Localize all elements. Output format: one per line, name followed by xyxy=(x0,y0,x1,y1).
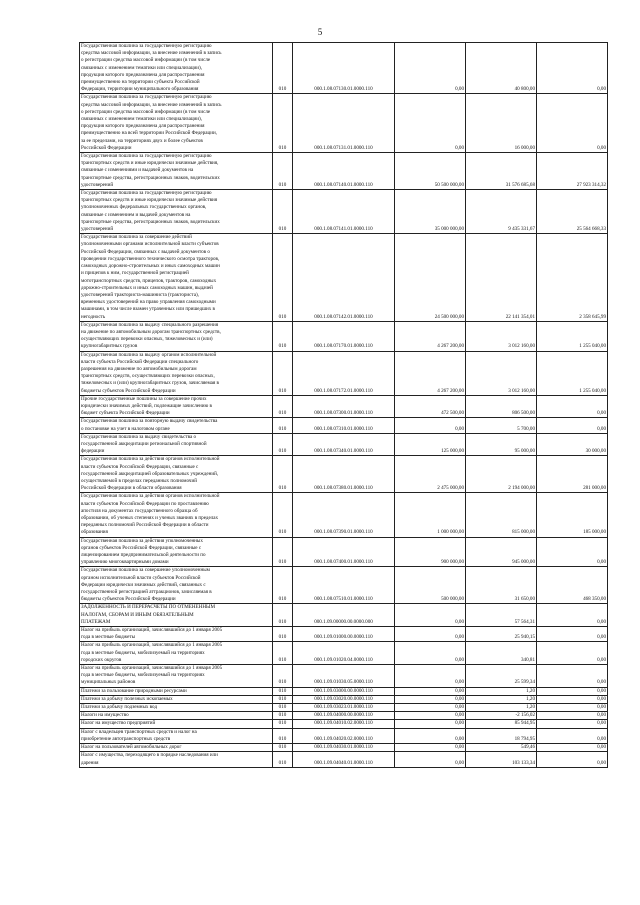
row-name-cell: Государственная пошлина за совершение уполномоченным органом исполнительной власти субъектов Российской Федерации юридически значимых действий, связанных с государственной регистрацией аттракционов, зачисляемая в бюджеты субъектов Российской Федерации xyxy=(80,567,273,604)
row-name-cell: Государственная пошлина за повторную выдачу свидетельства о постановке на учет в налоговом органе xyxy=(80,418,273,433)
table-row xyxy=(80,321,608,351)
row-kbk-cell: 000.1.09.03000.00.0000.110 xyxy=(293,687,395,695)
row-name-cell: Государственная пошлина за государственную регистрацию транспортных средств и иные юридически значимые действия уполномоченных федеральных государственных органов, связанные с изменением и выдачей документов на транспортные средства, регистрационных знаков, водительских удостоверений xyxy=(80,190,273,234)
table-row xyxy=(80,418,608,433)
row-plan-cell: 0,00 xyxy=(395,704,466,712)
row-name-cell: Государственная пошлина за государственную регистрацию средства массовой информации, за внесение изменений в запись о регистрации средства массовой информации (в том числе связанных с изменением тематики или специализации), продукция которого предназначена для распространения преимущественно на территории субъекта Российской Федерации, территории муниципального образования xyxy=(80,43,273,94)
row-remaining-cell: 1 255 040,00 xyxy=(537,321,608,351)
table-section-row xyxy=(80,604,608,627)
table-row xyxy=(80,433,608,456)
row-code-cell: 010 xyxy=(273,704,293,712)
row-kbk-cell: 000.1.08.07340.01.0000.110 xyxy=(293,433,395,456)
row-remaining-cell: 0,00 xyxy=(537,642,608,665)
row-kbk-cell: 000.1.08.07142.01.0000.110 xyxy=(293,234,395,321)
row-code-cell: 010 xyxy=(273,153,293,190)
row-remaining-cell: 0,00 xyxy=(537,627,608,642)
row-code-cell: 010 xyxy=(273,190,293,234)
row-plan-cell: 1 000 000,00 xyxy=(395,493,466,537)
row-code-cell: 010 xyxy=(273,744,293,752)
row-kbk-cell: 000.1.09.04020.02.0000.110 xyxy=(293,728,395,743)
table-row xyxy=(80,704,608,712)
row-code-cell: 010 xyxy=(273,395,293,418)
budget-table xyxy=(79,42,608,768)
row-executed-cell: 1,20 xyxy=(466,695,537,703)
row-code-cell: 010 xyxy=(273,418,293,433)
row-plan-cell: 0,00 xyxy=(395,728,466,743)
row-plan-cell: 4 267 200,00 xyxy=(395,351,466,395)
row-code-cell: 010 xyxy=(273,604,293,627)
row-plan-cell: 4 267 200,00 xyxy=(395,321,466,351)
row-name-cell: Государственная пошлина за совершение действий уполномоченными органами исполнительной власти субъектов Российской Федерации, связанных с выдачей документов о проведении государственного технического осмотра тракторов, самоходных дорожно-строительных и иных самоходных машин и прицепов к ним, государственной регистрацией мототранспортных средств, прицепов, тракторов, самоходных дорожно-строительных и иных самоходных машин, выдачей удостоверений тракториста-машиниста (тракториста), временных удостоверений на право управления самоходными машинами, в том числе взамен утраченных или пришедших в негодность xyxy=(80,234,273,321)
row-code-cell: 010 xyxy=(273,433,293,456)
row-remaining-cell: 2 358 645,99 xyxy=(537,234,608,321)
row-kbk-cell: 000.1.08.07172.01.0000.110 xyxy=(293,351,395,395)
row-kbk-cell: 000.1.08.07380.01.0000.110 xyxy=(293,456,395,493)
row-code-cell: 010 xyxy=(273,493,293,537)
row-code-cell: 010 xyxy=(273,234,293,321)
row-kbk-cell: 000.1.09.03023.01.0000.110 xyxy=(293,704,395,712)
row-name-cell: Государственная пошлина за государственную регистрацию средства массовой информации, за внесение изменений в запись о регистрации средства массовой информации (в том числе связанных с изменением тематики или специализации), продукция которого предназначена для распространения преимущественно на всей территории Российской Федерации, за ее пределами, на территориях двух и более субъектов Российской Федерации xyxy=(80,94,273,153)
row-code-cell: 010 xyxy=(273,687,293,695)
row-plan-cell: 50 500 000,00 xyxy=(395,153,466,190)
row-executed-cell: 25 599,34 xyxy=(466,665,537,688)
row-plan-cell: 24 500 000,00 xyxy=(395,234,466,321)
row-name-cell: Платежи за добычу подземных вод xyxy=(80,704,273,712)
row-plan-cell: 0,00 xyxy=(395,695,466,703)
row-remaining-cell: 0,00 xyxy=(537,687,608,695)
row-remaining-cell: 0,00 xyxy=(537,537,608,567)
table-row xyxy=(80,234,608,321)
row-remaining-cell: 30 000,00 xyxy=(537,433,608,456)
row-executed-cell: 31 650,00 xyxy=(466,567,537,604)
table-row xyxy=(80,712,608,720)
row-kbk-cell: 000.1.08.07400.01.0000.110 xyxy=(293,537,395,567)
row-executed-cell: 1,20 xyxy=(466,687,537,695)
table-row xyxy=(80,190,608,234)
row-remaining-cell: 25 564 668,33 xyxy=(537,190,608,234)
row-remaining-cell: 0,00 xyxy=(537,728,608,743)
table-row xyxy=(80,567,608,604)
row-plan-cell: 0,00 xyxy=(395,752,466,767)
row-kbk-cell: 000.1.09.01000.00.0000.110 xyxy=(293,627,395,642)
table-row xyxy=(80,665,608,688)
page-number: 5 xyxy=(317,27,323,37)
row-plan-cell: 0,00 xyxy=(395,94,466,153)
row-executed-cell: 3 012 160,00 xyxy=(466,351,537,395)
row-name-cell: Государственная пошлина за действия органов исполнительной власти субъектов Российской Федерации, связанные с государственной аккредитацией образовательных учреждений, осуществляемой в пределах переданных полномочий Российской Федерации в области образования xyxy=(80,456,273,493)
row-kbk-cell: 000.1.08.07310.01.0000.110 xyxy=(293,418,395,433)
table-row xyxy=(80,687,608,695)
row-executed-cell: 22 141 354,01 xyxy=(466,234,537,321)
row-executed-cell: 2 194 000,00 xyxy=(466,456,537,493)
row-executed-cell: 815 000,00 xyxy=(466,493,537,537)
row-name-cell: Налог с имущества, переходящего в порядке наследования или дарения xyxy=(80,752,273,767)
row-kbk-cell: 000.1.08.07131.01.0000.110 xyxy=(293,94,395,153)
row-remaining-cell: 27 923 314,32 xyxy=(537,153,608,190)
row-name-cell: Платежи за добычу полезных ископаемых xyxy=(80,695,273,703)
table-row xyxy=(80,395,608,418)
row-executed-cell: 1,20 xyxy=(466,704,537,712)
row-executed-cell: 16 000,00 xyxy=(466,94,537,153)
row-executed-cell: 549,46 xyxy=(466,744,537,752)
row-remaining-cell: 0,00 xyxy=(537,704,608,712)
row-executed-cell: 103 133,34 xyxy=(466,752,537,767)
row-name-cell: Прочие государственные пошлины за совершение прочих юридически значимых действий, подлежащие зачислению в бюджет субъекта Российской Федерации xyxy=(80,395,273,418)
row-name-cell: Налог на прибыль организаций, зачислявшийся до 1 января 2005 года в местные бюджеты, мобилизуемый на территориях муниципальных районов xyxy=(80,665,273,688)
table-row xyxy=(80,695,608,703)
row-kbk-cell: 000.1.09.04010.02.0000.110 xyxy=(293,720,395,728)
table-row xyxy=(80,744,608,752)
row-kbk-cell: 000.1.09.00000.00.0000.000 xyxy=(293,604,395,627)
row-executed-cell: -2 156,02 xyxy=(466,712,537,720)
row-executed-cell: 945 000,00 xyxy=(466,537,537,567)
row-name-cell: Налог с владельцев транспортных средств и налог на приобретение автотранспортных средств xyxy=(80,728,273,743)
row-plan-cell: 0,00 xyxy=(395,43,466,94)
row-kbk-cell: 000.1.09.01020.04.0000.110 xyxy=(293,642,395,665)
row-plan-cell: 0,00 xyxy=(395,687,466,695)
row-remaining-cell: 0,00 xyxy=(537,712,608,720)
row-code-cell: 010 xyxy=(273,537,293,567)
row-kbk-cell: 000.1.09.04000.00.0000.110 xyxy=(293,712,395,720)
row-plan-cell: 0,00 xyxy=(395,665,466,688)
row-kbk-cell: 000.1.08.07390.01.0000.110 xyxy=(293,493,395,537)
row-remaining-cell: 0,00 xyxy=(537,720,608,728)
row-remaining-cell: 0,00 xyxy=(537,744,608,752)
row-name-cell: Государственная пошлина за выдачу органом исполнительной власти субъекта Российской Федерации специального разрешения на движение по автомобильным дорогам транспортных средств, осуществляющих перевозки опасных, тяжеловесных и (или) крупногабаритных грузов, зачисляемая в бюджеты субъектов Российской Федерации xyxy=(80,351,273,395)
row-remaining-cell: 468 350,00 xyxy=(537,567,608,604)
table-row xyxy=(80,153,608,190)
table-row xyxy=(80,627,608,642)
row-name-cell: Государственная пошлина за выдачу специального разрешения на движение по автомобильным дорогам транспортных средств, осуществляющих перевозки опасных, тяжеловесных и (или) крупногабаритных грузов xyxy=(80,321,273,351)
row-remaining-cell: 0,00 xyxy=(537,665,608,688)
row-kbk-cell: 000.1.08.07130.01.0000.110 xyxy=(293,43,395,94)
row-name-cell: Налог на прибыль организаций, зачислявшийся до 1 января 2005 года в местные бюджеты, мобилизуемый на территориях городских округов xyxy=(80,642,273,665)
row-plan-cell: 0,00 xyxy=(395,418,466,433)
row-code-cell: 010 xyxy=(273,43,293,94)
table-row xyxy=(80,493,608,537)
row-code-cell: 010 xyxy=(273,321,293,351)
row-kbk-cell: 000.1.09.04040.01.0000.110 xyxy=(293,752,395,767)
row-name-cell: Налог на прибыль организаций, зачислявшийся до 1 января 2005 года в местные бюджеты xyxy=(80,627,273,642)
row-remaining-cell: 0,00 xyxy=(537,752,608,767)
row-plan-cell: 900 000,00 xyxy=(395,537,466,567)
row-code-cell: 010 xyxy=(273,351,293,395)
row-kbk-cell: 000.1.09.03020.00.0000.110 xyxy=(293,695,395,703)
row-code-cell: 010 xyxy=(273,712,293,720)
row-plan-cell: 0,00 xyxy=(395,642,466,665)
row-code-cell: 010 xyxy=(273,695,293,703)
row-executed-cell: 95 000,00 xyxy=(466,433,537,456)
row-name-cell: Налог на пользователей автомобильных дорог xyxy=(80,744,273,752)
table-row xyxy=(80,43,608,94)
row-plan-cell: 0,00 xyxy=(395,712,466,720)
row-executed-cell: 340,81 xyxy=(466,642,537,665)
row-plan-cell: 472 500,00 xyxy=(395,395,466,418)
row-plan-cell: 35 000 000,00 xyxy=(395,190,466,234)
row-remaining-cell: 0,00 xyxy=(537,395,608,418)
table-row xyxy=(80,728,608,743)
row-name-cell: Налог на имущество предприятий xyxy=(80,720,273,728)
row-kbk-cell: 000.1.08.07300.01.0000.110 xyxy=(293,395,395,418)
row-kbk-cell: 000.1.08.07140.01.0000.110 xyxy=(293,153,395,190)
row-plan-cell: 0,00 xyxy=(395,744,466,752)
row-executed-cell: 25 940,15 xyxy=(466,627,537,642)
table-row xyxy=(80,642,608,665)
row-name-cell: Государственная пошлина за выдачу свидетельства о государственной аккредитации региональной спортивной федерации xyxy=(80,433,273,456)
row-code-cell: 010 xyxy=(273,456,293,493)
row-plan-cell: 500 000,00 xyxy=(395,567,466,604)
table-row xyxy=(80,752,608,767)
row-remaining-cell: 185 000,00 xyxy=(537,493,608,537)
row-code-cell: 010 xyxy=(273,642,293,665)
row-code-cell: 010 xyxy=(273,567,293,604)
row-code-cell: 010 xyxy=(273,94,293,153)
table-row xyxy=(80,94,608,153)
row-executed-cell: 40 800,00 xyxy=(466,43,537,94)
row-code-cell: 010 xyxy=(273,752,293,767)
row-code-cell: 010 xyxy=(273,728,293,743)
row-remaining-cell: 0,00 xyxy=(537,43,608,94)
row-plan-cell: 0,00 xyxy=(395,720,466,728)
row-executed-cell: 3 012 160,00 xyxy=(466,321,537,351)
row-remaining-cell: 0,00 xyxy=(537,695,608,703)
row-code-cell: 010 xyxy=(273,720,293,728)
table-row xyxy=(80,537,608,567)
row-code-cell: 010 xyxy=(273,665,293,688)
row-name-cell: ЗАДОЛЖЕННОСТЬ И ПЕРЕРАСЧЕТЫ ПО ОТМЕНЕННЫМ НАЛОГАМ, СБОРАМ И ИНЫМ ОБЯЗАТЕЛЬНЫМ ПЛАТЕЖАМ xyxy=(80,604,273,627)
row-plan-cell: 0,00 xyxy=(395,604,466,627)
row-executed-cell: 85 944,95 xyxy=(466,720,537,728)
row-name-cell: Налоги на имущество xyxy=(80,712,273,720)
row-name-cell: Государственная пошлина за государственную регистрацию транспортных средств и иные юридически значимые действия, связанные с изменениями и выдачей документов на транспортные средства, регистрационных знаков, водительских удостоверений xyxy=(80,153,273,190)
table-row xyxy=(80,351,608,395)
row-executed-cell: 18 794,95 xyxy=(466,728,537,743)
row-plan-cell: 2 475 000,00 xyxy=(395,456,466,493)
row-remaining-cell: 1 255 040,00 xyxy=(537,351,608,395)
table-row xyxy=(80,456,608,493)
row-code-cell: 010 xyxy=(273,627,293,642)
row-kbk-cell: 000.1.09.01030.05.0000.110 xyxy=(293,665,395,688)
table-row xyxy=(80,720,608,728)
row-name-cell: Государственная пошлина за действия уполномоченных органов субъектов Российской Федерации, связанные с лицензированием предпринимательской деятельности по управлению многоквартирными домами xyxy=(80,537,273,567)
row-plan-cell: 125 000,00 xyxy=(395,433,466,456)
row-remaining-cell: 0,00 xyxy=(537,418,608,433)
row-executed-cell: 57 564,31 xyxy=(466,604,537,627)
row-remaining-cell: 281 000,00 xyxy=(537,456,608,493)
row-executed-cell: 31 576 685,68 xyxy=(466,153,537,190)
row-remaining-cell: 0,00 xyxy=(537,604,608,627)
row-kbk-cell: 000.1.09.04030.01.0000.110 xyxy=(293,744,395,752)
row-kbk-cell: 000.1.08.07510.01.0000.110 xyxy=(293,567,395,604)
row-kbk-cell: 000.1.08.07141.01.0000.110 xyxy=(293,190,395,234)
row-remaining-cell: 0,00 xyxy=(537,94,608,153)
row-executed-cell: 806 500,00 xyxy=(466,395,537,418)
row-name-cell: Платежи за пользование природными ресурсами xyxy=(80,687,273,695)
row-executed-cell: 9 435 331,67 xyxy=(466,190,537,234)
row-kbk-cell: 000.1.08.07170.01.0000.110 xyxy=(293,321,395,351)
row-plan-cell: 0,00 xyxy=(395,627,466,642)
row-name-cell: Государственная пошлина за действия органов исполнительной власти субъектов Российской Федерации по проставлению апостиля на документах государственного образца об образовании, об ученых степенях и ученых званиях в пределах переданных полномочий Российской Федерации в области образования xyxy=(80,493,273,537)
row-executed-cell: 5 700,00 xyxy=(466,418,537,433)
